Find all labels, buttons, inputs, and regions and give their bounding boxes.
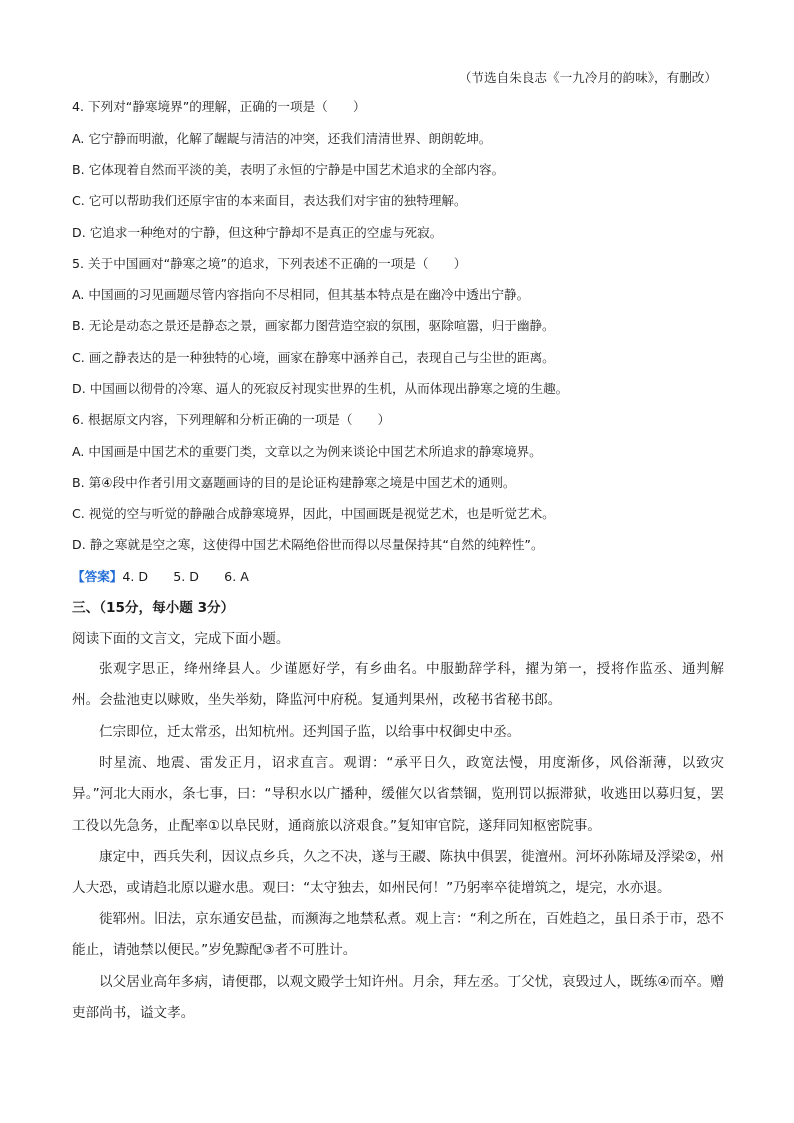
question-4-option-a: A. 它宁静而明澈，化解了龌龊与清洁的冲突，还我们清清世界、朗朗乾坤。 [72, 131, 492, 146]
question-5-option-a: A. 中国画的习见画题尽管内容指向不尽相同，但其基本特点是在幽冷中透出宁静。 [72, 287, 530, 302]
passage-paragraph-4: 康定中，西兵失利，因议点乡兵，久之不决，遂与王鬷、陈执中俱罢，徙澶州。河坏孙陈埽及浮梁②，州人大恐，或请趋北原以避水患。观曰：“太守独去，如州民何！”乃躬率卒徒增筑之，堤完，水亦退。 [72, 849, 724, 897]
answer-line [72, 568, 249, 586]
question-5-option-b: B. 无论是动态之景还是静态之景，画家都力图营造空寂的氛围，驱除喧嚣，归于幽静。 [72, 318, 555, 333]
question-4-option-c: C. 它可以帮助我们还原宇宙的本来面目，表达我们对宇宙的独特理解。 [72, 193, 467, 208]
passage-paragraph-1: 张观字思正，绛州绛县人。少谨愿好学，有乡曲名。中服勤辞学科，擢为第一，授将作监丞、通判解州。会盐池吏以赇败，坐失举劾，降监河中府税。复通判果州，改秘书省秘书郎。 [72, 661, 724, 709]
passage-paragraph-2: 仁宗即位，迁太常丞，出知杭州。还判国子监，以给事中权御史中丞。 [99, 724, 521, 740]
answer-tag: 【答案】 [72, 569, 123, 584]
question-4-option-b: B. 它体现着自然而平淡的美，表明了永恒的宁静是中国艺术追求的全部内容。 [72, 162, 505, 177]
passage-paragraph-6: 以父居业高年多病，请便郡，以观文殿学士知许州。月余，拜左丞。丁父忧，哀毁过人，既练④而卒。赠吏部尚书，谥文孝。 [72, 974, 724, 1022]
question-6-option-b: B. 第④段中作者引用文嘉题画诗的目的是论证构建静寒之境是中国艺术的通则。 [72, 475, 516, 490]
answer-text: 4. D 5. D 6. A [122, 569, 249, 584]
question-4-stem: 4. 下列对“静寒境界”的理解，正确的一项是（ ） [72, 99, 366, 114]
section-3-heading: 三、（15分，每小题 3分） [72, 600, 235, 616]
question-4-option-d: D. 它追求一种绝对的宁静，但这种宁静却不是真正的空虚与死寂。 [72, 225, 443, 240]
question-5-option-c: C. 画之静表达的是一种独特的心境，画家在静寒中涵养自己，表现自己与尘世的距离。 [72, 350, 555, 365]
question-5-stem: 5. 关于中国画对“静寒之境”的追求，下列表述不正确的一项是（ ） [72, 256, 467, 271]
passage-paragraph-3: 时星流、地震、雷发正月，诏求直言。观谓：“承平日久，政宽法慢，用度渐侈，风俗渐薄，以致灾异。”河北大雨水，条七事，曰：“导积水以广播种，缓催欠以省禁锢，览刑罚以振滞狱，收逃田以募归复，罢工役以先急务，止配率①以阜民财，通商旅以济艰食。”复知审官院，遂拜同知枢密院事。 [72, 755, 724, 834]
question-6-option-d: D. 静之寒就是空之寒，这使得中国艺术隔绝俗世而得以尽量保持其“自然的纯粹性”。 [72, 537, 544, 552]
section-3-instruction: 阅读下面的文言文，完成下面小题。 [72, 631, 290, 647]
question-6-option-c: C. 视觉的空与听觉的静融合成静寒境界，因此，中国画既是视觉艺术，也是听觉艺术。 [72, 506, 555, 521]
passage-paragraph-5: 徙郓州。旧法，京东通安邑盐，而濒海之地禁私煮。观上言：“利之所在，百姓趋之，虽日杀于市，恐不能止，请弛禁以便民。”岁免黥配③者不可胜计。 [72, 911, 724, 959]
question-5-option-d: D. 中国画以彻骨的冷寒、逼人的死寂反衬现实世界的生机，从而体现出静寒之境的生趣。 [72, 381, 569, 396]
question-6-stem: 6. 根据原文内容，下列理解和分析正确的一项是（ ） [72, 412, 391, 427]
source-note: （节选自朱良志《一九冷月的韵味》，有删改） [458, 70, 717, 85]
question-6-option-a: A. 中国画是中国艺术的重要门类，文章以之为例来谈论中国艺术所追求的静寒境界。 [72, 444, 542, 459]
